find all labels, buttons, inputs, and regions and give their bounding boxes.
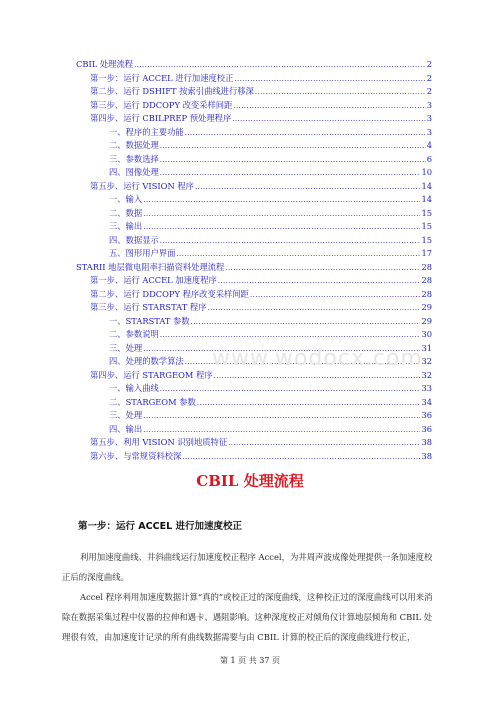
- toc-entry[interactable]: [76, 207, 432, 221]
- page-footer: 第 1 页 共 37 页: [220, 656, 280, 665]
- toc-entry[interactable]: [76, 112, 432, 126]
- toc-leader-dots: [160, 154, 426, 168]
- toc-entry[interactable]: [76, 261, 432, 275]
- toc-leader-dots: [195, 181, 420, 195]
- toc-leader-dots: [218, 275, 421, 289]
- toc-entry-title: 一、输入曲线: [109, 383, 159, 393]
- toc-entry-page-number: 2: [426, 59, 432, 69]
- toc-entry[interactable]: [76, 450, 432, 464]
- toc-entry-title: 二、STARGEOM 参数: [109, 396, 196, 407]
- toc-entry[interactable]: [76, 139, 432, 153]
- toc-entry-page-number: 32: [421, 369, 432, 380]
- toc-entry-title: 一、STARSTAT 参数: [109, 315, 190, 326]
- toc-entry[interactable]: [76, 220, 432, 234]
- section-heading: CBIL 处理流程: [196, 472, 304, 490]
- watermark: www.wodocx.com: [212, 346, 423, 371]
- toc-entry-page-number: 15: [421, 221, 432, 231]
- toc-entry-title: 五、图形用户界面: [109, 248, 176, 258]
- toc-entry[interactable]: [76, 99, 432, 113]
- toc-entry[interactable]: [76, 126, 432, 140]
- toc-entry-page-number: 4: [426, 140, 432, 150]
- toc-leader-dots: [185, 127, 426, 141]
- toc-entry-title: 第三步、运行 DDCOPY 改变采样间距: [90, 99, 233, 110]
- toc-entry-page-number: 34: [421, 396, 432, 407]
- toc-entry[interactable]: [76, 72, 432, 86]
- toc-entry[interactable]: [76, 328, 432, 342]
- toc-leader-dots: [233, 100, 425, 114]
- toc-leader-dots: [160, 235, 421, 249]
- toc-leader-dots: [160, 140, 426, 154]
- toc-entry-page-number: 31: [421, 342, 432, 353]
- toc-entry[interactable]: [76, 288, 432, 302]
- toc-leader-dots: [160, 329, 421, 343]
- toc-entry-page-number: 15: [421, 207, 432, 218]
- toc-entry[interactable]: [76, 396, 432, 410]
- toc-entry-page-number: 10: [421, 167, 432, 177]
- toc-leader-dots: [143, 410, 420, 424]
- toc-leader-dots: [225, 262, 420, 276]
- toc-entry-title: 四、图像处理: [109, 167, 159, 177]
- toc-leader-dots: [197, 397, 421, 411]
- toc-entry-page-number: 38: [421, 437, 432, 447]
- toc-entry-page-number: 14: [421, 194, 432, 204]
- toc-leader-dots: [191, 316, 421, 330]
- toc-entry[interactable]: [76, 234, 432, 248]
- toc-entry-title: 四、输出: [109, 423, 143, 434]
- toc-entry-page-number: 36: [421, 423, 432, 434]
- toc-entry-page-number: 2: [426, 72, 432, 83]
- toc-entry-title: 三、参数选择: [109, 153, 159, 164]
- toc-entry[interactable]: [76, 315, 432, 329]
- toc-entry-page-number: 38: [421, 450, 432, 461]
- toc-entry-title: 第一步、运行 ACCEL 加速度程序: [90, 275, 217, 285]
- toc-leader-dots: [143, 424, 420, 438]
- toc-leader-dots: [228, 437, 420, 451]
- toc-leader-dots: [250, 289, 420, 303]
- toc-entry[interactable]: [76, 436, 432, 450]
- toc-leader-dots: [255, 86, 426, 100]
- toc-entry-title: 第五步、运行 VISION 程序: [90, 180, 194, 191]
- toc-entry-page-number: 14: [421, 180, 432, 191]
- toc-leader-dots: [143, 194, 420, 208]
- toc-entry-page-number: 36: [421, 410, 432, 420]
- toc-entry-title: 三、处理: [109, 410, 143, 420]
- toc-entry[interactable]: [76, 193, 432, 207]
- toc-leader-dots: [182, 451, 420, 465]
- toc-entry-title: CBIL 处理流程: [76, 59, 134, 69]
- toc-entry-title: 第六步、与常规资料校深: [90, 450, 182, 461]
- toc-entry-title: 三、处理: [109, 342, 143, 353]
- toc-entry-title: 第五步、利用 VISION 识别地质特征: [90, 437, 228, 447]
- toc-entry-page-number: 28: [421, 261, 432, 272]
- subsection-heading: 第一步：运行 ACCEL 进行加速度校正: [78, 521, 242, 532]
- toc-entry-page-number: 3: [426, 99, 432, 110]
- toc-entry-title: 四、处理的数学算法: [109, 356, 184, 366]
- toc-entry[interactable]: [76, 166, 432, 180]
- toc-entry-page-number: 2: [426, 86, 432, 96]
- toc-entry-title: 第一步：运行 ACCEL 进行加速度校正: [90, 72, 234, 83]
- toc-leader-dots: [232, 113, 425, 127]
- toc-entry-title: 一、输入: [109, 194, 143, 204]
- toc-entry-title: STARII 地层微电阻率扫描资料处理流程: [76, 261, 225, 272]
- toc-entry[interactable]: [76, 423, 432, 437]
- toc-leader-dots: [143, 208, 420, 222]
- table-of-contents: [76, 58, 432, 463]
- toc-entry[interactable]: [76, 301, 432, 315]
- toc-entry-title: 一、程序的主要功能: [109, 126, 184, 137]
- toc-entry-title: 第二步、运行 DSHIFT 按索引曲线进行移深: [90, 86, 254, 96]
- toc-entry[interactable]: [76, 85, 432, 99]
- toc-leader-dots: [234, 73, 425, 87]
- toc-entry-page-number: 33: [421, 383, 432, 393]
- toc-entry[interactable]: [76, 409, 432, 423]
- toc-entry-page-number: 32: [421, 356, 432, 366]
- toc-entry-page-number: 17: [421, 248, 432, 258]
- toc-leader-dots: [134, 59, 426, 73]
- toc-entry-title: 二、参数说明: [109, 329, 159, 339]
- toc-entry[interactable]: [76, 247, 432, 261]
- toc-entry-title: 四、数据显示: [109, 234, 159, 245]
- toc-leader-dots: [208, 302, 421, 316]
- toc-entry-page-number: 29: [421, 315, 432, 326]
- toc-entry-title: 第三步、运行 STARSTAT 程序: [90, 302, 207, 312]
- toc-entry-page-number: 15: [421, 234, 432, 245]
- toc-entry-page-number: 28: [421, 288, 432, 299]
- toc-leader-dots: [143, 221, 420, 235]
- toc-leader-dots: [214, 370, 421, 384]
- toc-entry[interactable]: [76, 382, 432, 396]
- toc-entry-title: 二、数据: [109, 207, 143, 218]
- toc-entry-page-number: 29: [421, 302, 432, 312]
- toc-entry-title: 第四步、运行 STARGEOM 程序: [90, 369, 213, 380]
- body-paragraph: Accel 程序利用加速度数据计算“真的”或校正过的深度曲线，这种校正过的深度曲线可以用来消除在数据采集过程中仪器的拉伸和遇卡、遇阻影响。这种深度校正对倾角仪计算地层倾角和 CBIL 处理很有效，由加速度计记录的所有曲线数据需要与由 CBIL 计算的校正后的深度曲线进行校正，: [62, 592, 433, 642]
- toc-entry[interactable]: [76, 58, 432, 72]
- toc-entry-page-number: 30: [421, 329, 432, 339]
- toc-entry-page-number: 6: [426, 153, 432, 164]
- body-paragraph: 利用加速度曲线、井斜曲线运行加速度校正程序 Accel，为井周声波成像处理提供一条加速度校正后的深度曲线。: [62, 552, 433, 582]
- toc-entry-title: 第二步、运行 DDCOPY 程序改变采样间距: [90, 288, 249, 299]
- toc-entry[interactable]: [76, 274, 432, 288]
- toc-leader-dots: [176, 248, 420, 262]
- toc-entry-page-number: 3: [426, 113, 432, 123]
- toc-entry-page-number: 28: [421, 275, 432, 285]
- toc-entry[interactable]: [76, 180, 432, 194]
- toc-leader-dots: [160, 167, 421, 181]
- toc-entry[interactable]: [76, 153, 432, 167]
- toc-entry-page-number: 3: [426, 126, 432, 137]
- toc-leader-dots: [160, 383, 421, 397]
- toc-entry-title: 二、数据处理: [109, 140, 159, 150]
- toc-entry-title: 第四步、运行 CBILPREP 预处理程序: [90, 113, 232, 123]
- toc-entry-title: 三、输出: [109, 221, 143, 231]
